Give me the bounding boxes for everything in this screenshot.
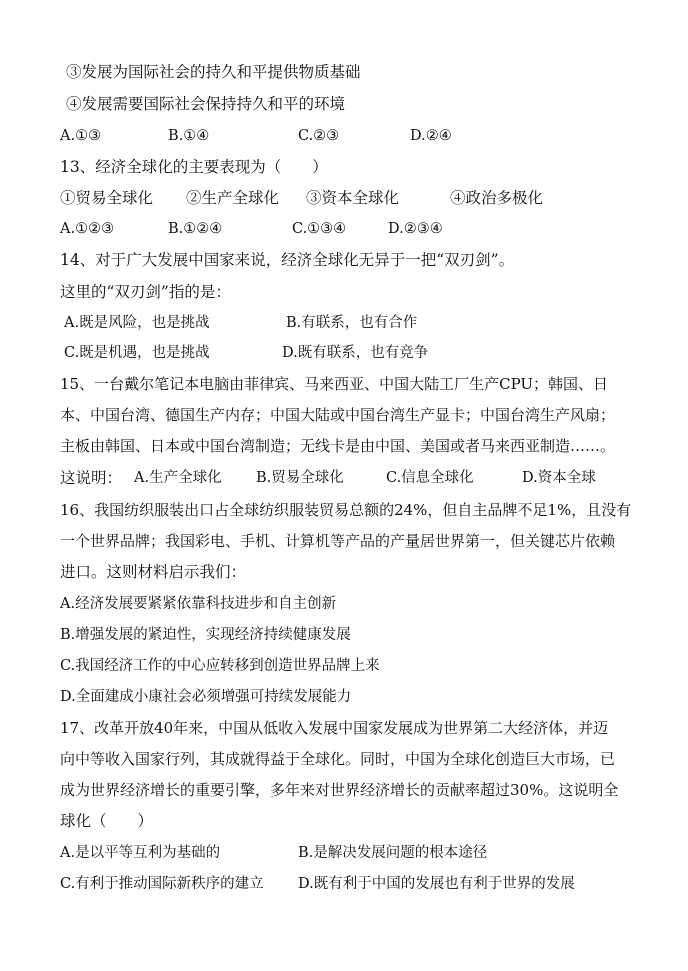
q12-option-c: C.②③ (298, 128, 340, 144)
q17-option-c: C.有利于推动国际新秩序的建立 (60, 876, 264, 892)
q12-line3: ③发展为国际社会的持久和平提供物质基础 (66, 63, 361, 81)
q17-line1: 17、改革开放40年来，中国从低收入发展中国家发展成为世界第二大经济体，并迈 (60, 719, 609, 737)
q17-option-b: B.是解决发展问题的根本途径 (298, 845, 488, 861)
q17-line4: 球化（ ） (60, 812, 154, 830)
q16-line1: 16、我国纺织服装出口占全球纺织服装贸易总额的24%，但自主品牌不足1%，且没有 (60, 501, 632, 519)
q15-prefix: 这说明： (60, 469, 123, 487)
q12-option-b: B.①④ (168, 128, 210, 144)
q13-option-a: A.①②③ (60, 221, 115, 237)
q14-stem-line1: 14、对于广大发展中国家来说，经济全球化无异于一把“双刃剑”。 (60, 251, 515, 269)
q15-option-c: C.信息全球化 (386, 470, 474, 486)
q14-option-b: B.有联系，也有合作 (286, 315, 418, 331)
q15-option-d: D.资本全球 (522, 470, 596, 486)
q13-item-3: ③资本全球化 (306, 189, 400, 207)
q13-item-4: ④政治多极化 (450, 189, 544, 207)
q12-line4: ④发展需要国际社会保持持久和平的环境 (66, 95, 346, 113)
q16-line3: 进口。这则材料启示我们： (60, 563, 247, 581)
q13-option-c: C.①③④ (292, 221, 347, 237)
q13-item-2: ②生产全球化 (186, 189, 280, 207)
q16-option-b: B.增强发展的紧迫性，实现经济持续健康发展 (60, 627, 351, 643)
q17-line2: 向中等收入国家行列，其成就得益于全球化。同时，中国为全球化创造巨大市场，已 (60, 750, 616, 768)
q14-option-c: C.既是机遇，也是挑战 (64, 345, 210, 361)
q17-option-d: D.既有利于中国的发展也有利于世界的发展 (298, 876, 575, 892)
q16-option-a: A.经济发展要紧紧依靠科技进步和自主创新 (60, 596, 337, 612)
q13-item-1: ①贸易全球化 (60, 189, 154, 207)
q13-option-b: B.①②④ (168, 221, 223, 237)
q16-option-c: C.我国经济工作的中心应转移到创造世界品牌上来 (60, 658, 380, 674)
q14-option-d: D.既有联系，也有竞争 (282, 345, 429, 361)
q15-line3: 主板由韩国、日本或中国台湾制造；无线卡是由中国、美国或者马来西亚制造……。 (60, 437, 616, 455)
q14-option-a: A.既是风险，也是挑战 (64, 315, 210, 331)
q15-line2: 本、中国台湾、德国生产内存；中国大陆或中国台湾生产显卡；中国台湾生产风扇； (60, 406, 616, 424)
q15-option-b: B.贸易全球化 (256, 470, 344, 486)
q15-option-a: A.生产全球化 (134, 470, 222, 486)
q12-option-a: A.①③ (60, 128, 102, 144)
q13-stem: 13、经济全球化的主要表现为（ ） (60, 158, 328, 176)
q17-line3: 成为世界经济增长的重要引擎，多年来对世界经济增长的贡献率超过30%。这说明全 (60, 781, 619, 799)
q16-option-d: D.全面建成小康社会必须增强可持续发展能力 (60, 689, 352, 705)
q12-option-d: D.②④ (410, 128, 452, 144)
q17-option-a: A.是以平等互利为基础的 (60, 845, 221, 861)
q15-line1: 15、一台戴尔笔记本电脑由菲律宾、马来西亚、中国大陆工厂生产CPU；韩国、日 (60, 375, 609, 393)
q13-option-d: D.②③④ (388, 221, 443, 237)
q16-line2: 一个世界品牌；我国彩电、手机、计算机等产品的产量居世界第一，但关键芯片依赖 (60, 532, 616, 550)
q14-stem-line2: 这里的“双刃剑”指的是： (60, 283, 231, 301)
